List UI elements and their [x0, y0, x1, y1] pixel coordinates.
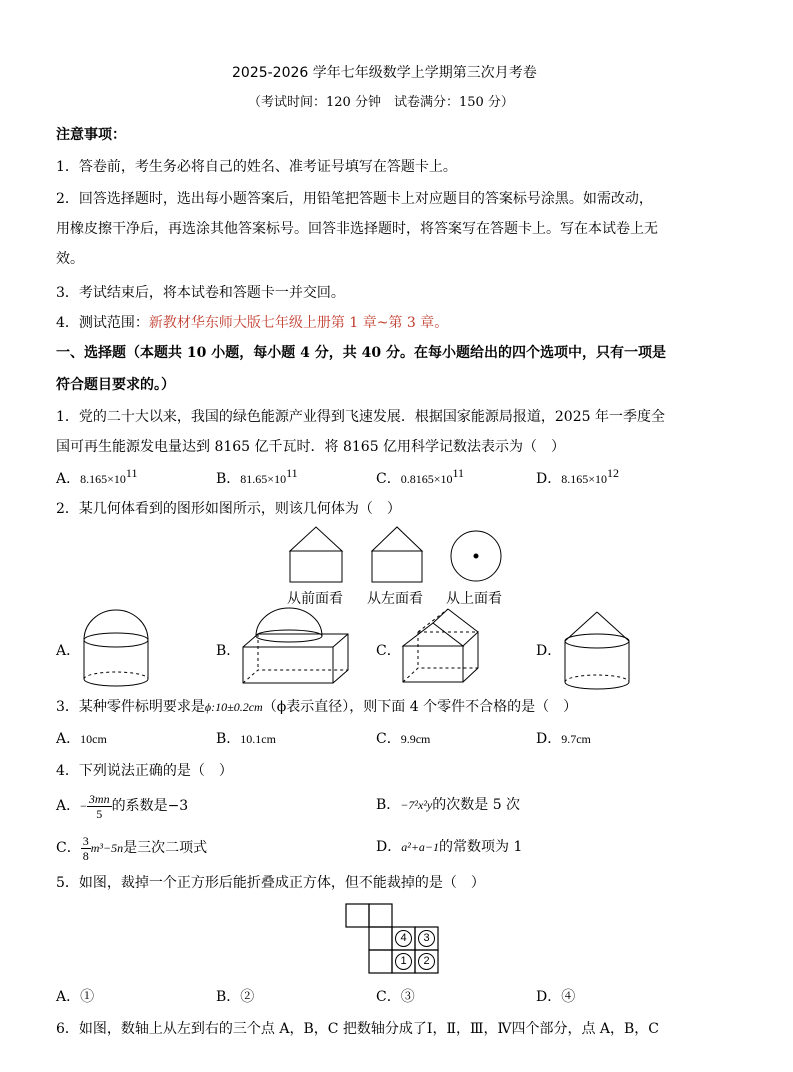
note-1: 1．答卷前，考生务必将自己的姓名、准考证号填写在答题卡上。 [56, 159, 457, 175]
note-2-line-3: 效。 [56, 251, 84, 267]
q1-option-d: D．$8.165\times 10^{12}$ [536, 466, 620, 487]
q5-option-c: C．③ [376, 989, 415, 1005]
q5-option-b: B．② [216, 989, 255, 1005]
net-cell-2-label: 2 [418, 953, 435, 970]
note-4-scope: 新教材华东师大版七年级上册第 1 章~第 3 章。 [148, 315, 449, 331]
q2-option-b: B． [216, 643, 241, 659]
q3-option-c: C．9.9cm [376, 731, 431, 747]
note-4-prefix: 4．测试范围： [56, 315, 149, 331]
q3-stem: 3．某种零件标明要求是ϕ:10±0.2cm（ϕ表示直径），则下面 4 个零件不合格的是（ ） [56, 699, 578, 715]
section-1-heading-cont: 符合题目要求的。） [56, 377, 175, 393]
q2-stem: 2．某几何体看到的图形如图所示，则该几何体为（ ） [56, 501, 401, 517]
q4-option-b: B．−7²x²y的次数是 5 次 [376, 797, 521, 813]
q2-option-c-solid [403, 609, 478, 682]
notes-heading: 注意事项： [56, 127, 126, 143]
note-3: 3．考试结束后，将本试卷和答题卡一并交回。 [56, 285, 345, 301]
left-view-label: 从左面看 [367, 591, 423, 607]
q2-option-c: C． [376, 643, 401, 659]
note-2-line-2: 用橡皮擦干净后，再选涂其他答案标号。回答非选择题时，将答案写在答题卡上。写在本试卷上无 [56, 221, 658, 237]
q2-option-a-solid [84, 610, 148, 686]
q4-option-a: A．− $\frac{3mn}{5}$ 的系数是−3 [56, 791, 189, 821]
q3-option-a: A．10cm [56, 731, 107, 747]
q4-option-d: D．a²+a−1的常数项为 1 [376, 839, 523, 855]
q1-stem-line-1: 1．党的二十大以来，我国的绿色能源产业得到飞速发展．根据国家能源局报道，2025 年一季度全 [56, 409, 665, 425]
q1-option-a: A．$8.165\times 10^{11}$ [56, 466, 138, 487]
section-1-heading: 一、选择题（本题共 10 小题，每小题 4 分，共 40 分。在每小题给出的四个选项中，只有一项是 [56, 345, 666, 361]
q1-option-b: B．$81.65\times 10^{11}$ [216, 466, 298, 487]
q2-option-d: D． [536, 643, 562, 659]
q1-stem-line-2: 国可再生能源发电量达到 8165 亿千瓦时．将 8165 亿用科学记数法表示为（ ） [56, 439, 566, 455]
top-view-shape [451, 531, 501, 581]
q3-option-d: D．9.7cm [536, 731, 591, 747]
q1-option-c: C．$0.8165\times 10^{11}$ [376, 466, 465, 487]
q2-option-d-solid [565, 612, 629, 689]
q3-option-b: B．10.1cm [216, 731, 276, 747]
front-view-label: 从前面看 [287, 591, 343, 607]
exam-title: 2025-2026 学年七年级数学上学期第三次月考卷 [232, 65, 537, 81]
net-cell-3-label: 3 [418, 930, 435, 947]
front-view-shape [290, 527, 342, 582]
note-2-line-1: 2．回答选择题时，选出每小题答案后，用铅笔把答题卡上对应题目的答案标号涂黑。如需改动， [56, 191, 653, 207]
top-view-label: 从上面看 [446, 591, 502, 607]
q4-stem: 4．下列说法正确的是（ ） [56, 763, 233, 779]
q5-stem: 5．如图，裁掉一个正方形后能折叠成正方体，但不能裁掉的是（ ） [56, 875, 485, 891]
net-cell-1-label: 1 [395, 953, 412, 970]
q5-option-a: A．① [56, 989, 95, 1005]
left-view-shape [372, 527, 422, 582]
q2-option-a: A． [56, 643, 81, 659]
q3-spec: ϕ:10±0.2cm [204, 700, 263, 714]
exam-subtitle: （考试时间：120 分钟 试卷满分：150 分） [248, 95, 514, 110]
net-cell-4-label: 4 [395, 930, 412, 947]
q6-stem: 6．如图，数轴上从左到右的三个点 A，B，C 把数轴分成了Ⅰ，Ⅱ，Ⅲ，Ⅳ四个部分，点 A，B，C [56, 1021, 660, 1037]
q5-option-d: D．④ [536, 989, 576, 1005]
q4-option-c: C． $\frac{3}{8}$ m³−5n是三次二项式 [56, 833, 208, 863]
q2-option-b-solid [243, 608, 348, 683]
